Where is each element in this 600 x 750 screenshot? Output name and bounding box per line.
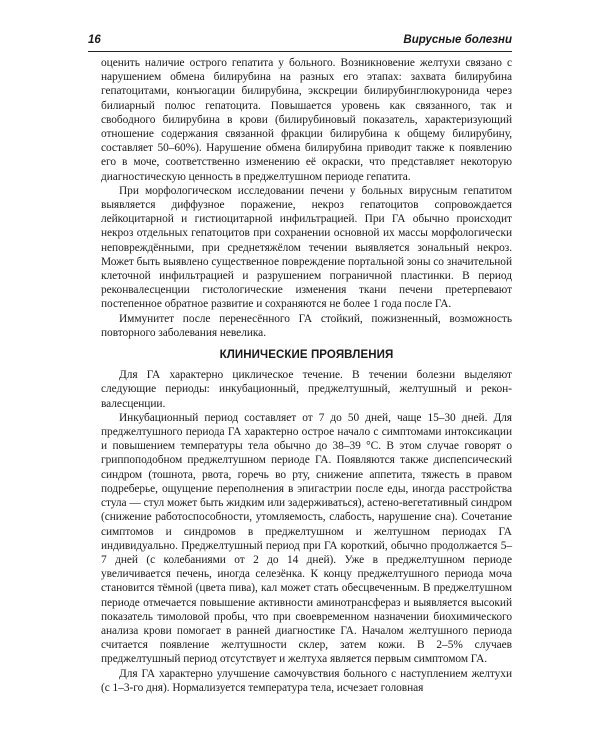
paragraph-course: Для ГА характерно циклическое течение. В течении болезни выделяют следующие периоды: инкубационный, преджелтушный, желтушный и реконвалесценции. <box>101 369 512 410</box>
running-title: Вирусные болезни <box>403 34 512 46</box>
header-rule <box>88 51 512 52</box>
section-heading: КЛИНИЧЕСКИЕ ПРОЯВЛЕНИЯ <box>219 349 394 362</box>
paragraph-icteric: Для ГА характерно улучшение самочувствия больного с наступлением желтухи (с 1–3-го дня). Нормализуется температура тела, исчезает головная <box>101 667 512 694</box>
paragraph-morphology: При морфологическом исследовании печени у больных вирусным гепатитом выявляется диффузное поражение, некроз гепатоцитов сопровождается лейкоцитарной и гистиоцитарной инфильтрацией. При ГА обычно происходит некроз отдельных гепатоцитов при сохранении основной их массы морфологически неповреждёнными, при среднетяжёлом течении выявляется зональный некроз. Может быть выявлено существенное повреждение портальной зоны со значительной клеточной инфильтрацией и разрушением пограничной пластинки. В период реконвалесценции гистологические изменения ткани печени претерпевают постепенное обратное развитие и сохраняются не более 1 года после ГА. <box>101 184 512 311</box>
page-number: 16 <box>88 34 101 46</box>
page-body <box>101 56 512 695</box>
paragraph-immunity: Иммунитет после перенесённого ГА стойкий, пожизненный, возможность повторного заболевания невелика. <box>101 312 512 339</box>
paragraph-incubation: Инкубационный период составляет от 7 до 50 дней, чаще 15–30 дней. Для преджелтушного периода ГА характерно острое начало с симптомами интоксикации и повышением температуры тела обычно до 38–39 °С. В этом случае говорят о гриппоподобном преджелтушном периоде ГА. Появляются также диспепсический синдром (тошнота, рвота, горечь во рту, снижение аппетита, тяжесть в правом подреберье, ощущение переполнения в эпигастрии после еды, иногда расстройства стула — стул может быть жидким или задерживаться), астено-вегетативный синдром (снижение работоспособности, утомляемость, слабость, нарушение сна). Сочетание симптомов и синдромов в преджелтушном и желтушном периодах ГА индивидуально. Преджелтушный период при ГА короткий, обычно продолжается 5–7 дней (с колебаниями от 2 до 14 дней). Уже в преджелтушном периоде увеличивается печень, иногда селезёнка. К концу преджелтушного периода моча становится тёмной (цвета пива), кал может стать обесцвеченным. В преджелтушном периоде отмечается повышение активности аминотрансфераз и выявляется высокий показатель тимоловой пробы, что при своевременном назначении биохимического анализа крови помогает в ранней диагностике ГА. Началом желтушного периода считается появление желтушности склер, затем кожи. В 2–5% случаев преджелтушный период отсутствует и желтуха является первым симптомом ГА. <box>101 411 512 666</box>
running-header <box>88 34 512 50</box>
paragraph-continued: оценить наличие острого гепатита у больного. Возникновение желтухи связано с нарушением обмена билирубина на разных его этапах: захвата билирубина гепатоцитами, конъюгации билирубина, экскреции билирубинглюкуронида через билиарный полюс гепатоцита. Повышается уровень как связанного, так и свободного билирубина в крови (билирубиновый показатель, характеризующий отношение содержания связанной фракции билирубина к общему билирубину, составляет 50–60%). Нарушение обмена билирубина приводит также к появлению его в моче, соответственно изменению её окраски, что представляет некоторую диагностическую ценность в преджелтушном периоде гепатита. <box>101 57 512 183</box>
